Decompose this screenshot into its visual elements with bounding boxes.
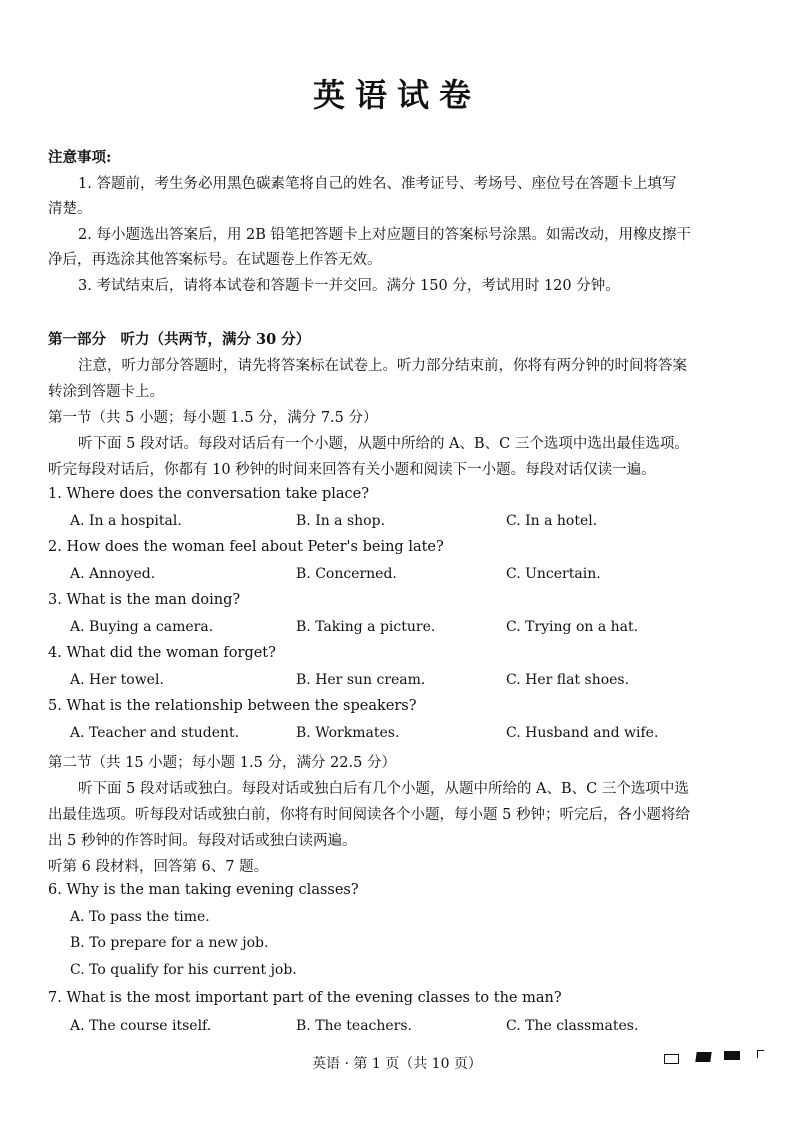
scan-mark-1	[664, 1054, 679, 1064]
question-4-option-b: B. Her sun cream.	[296, 672, 426, 688]
question-1-option-b: B. In a shop.	[296, 513, 386, 529]
question-1-option-a: A. In a hospital.	[70, 513, 182, 529]
question-3-stem: 3. What is the man doing?	[48, 592, 241, 608]
notes-item-3: 3. 考试结束后，请将本试卷和答题卡一并交回。满分 150 分，考试用时 120 分钟。	[78, 278, 620, 294]
notes-item-1: 1. 答题前，考生务必用黑色碳素笔将自己的姓名、准考证号、考场号、座位号在答题卡上填写	[78, 176, 677, 192]
section1-intro-cont: 听完每段对话后，你都有 10 秒钟的时间来回答有关小题和阅读下一小题。每段对话仅读一遍。	[48, 462, 656, 478]
question-4-option-c: C. Her flat shoes.	[506, 672, 630, 688]
question-6-option-c: C. To qualify for his current job.	[70, 962, 297, 978]
question-7-option-b: B. The teachers.	[296, 1018, 413, 1034]
part1-intro: 注意，听力部分答题时，请先将答案标在试卷上。听力部分结束前，你将有两分钟的时间将答案	[78, 358, 687, 374]
part1-heading: 第一部分 听力（共两节，满分 30 分）	[48, 331, 311, 348]
material-6-heading: 听第 6 段材料，回答第 6、7 题。	[48, 859, 269, 875]
question-6-stem: 6. Why is the man taking evening classes?	[48, 882, 359, 898]
section1-heading: 第一节（共 5 小题；每小题 1.5 分，满分 7.5 分）	[48, 410, 378, 426]
question-6-option-b: B. To prepare for a new job.	[70, 935, 269, 951]
question-7-option-c: C. The classmates.	[506, 1018, 639, 1034]
part1-intro-cont: 转涂到答题卡上。	[48, 384, 164, 400]
question-3-option-c: C. Trying on a hat.	[506, 619, 639, 635]
question-7-stem: 7. What is the most important part of the evening classes to the man?	[48, 990, 562, 1006]
question-2-option-a: A. Annoyed.	[70, 566, 156, 582]
scan-mark-4	[757, 1050, 764, 1058]
question-3-option-a: A. Buying a camera.	[70, 619, 214, 635]
question-5-stem: 5. What is the relationship between the speakers?	[48, 698, 417, 714]
notes-heading: 注意事项:	[48, 149, 112, 166]
section2-heading: 第二节（共 15 小题；每小题 1.5 分，满分 22.5 分）	[48, 755, 396, 771]
section2-intro-cont-2: 出 5 秒钟的作答时间。每段对话或独白读两遍。	[48, 833, 357, 849]
scan-mark-3	[724, 1051, 740, 1060]
question-1-stem: 1. Where does the conversation take place?	[48, 486, 369, 502]
question-2-stem: 2. How does the woman feel about Peter's being late?	[48, 539, 444, 555]
section1-intro: 听下面 5 段对话。每段对话后有一个小题，从题中所给的 A、B、C 三个选项中选出最佳选项。	[78, 436, 689, 452]
question-5-option-b: B. Workmates.	[296, 725, 400, 741]
notes-item-2: 2. 每小题选出答案后，用 2B 铅笔把答题卡上对应题目的答案标号涂黑。如需改动，用橡皮擦干	[78, 227, 692, 243]
section2-intro: 听下面 5 段对话或独白。每段对话或独白后有几个小题，从题中所给的 A、B、C 三个选项中选	[78, 781, 689, 797]
question-2-option-b: B. Concerned.	[296, 566, 397, 582]
page-title: 英语试卷	[312, 76, 481, 114]
page-footer: 英语 · 第 1 页（共 10 页）	[312, 1056, 482, 1072]
question-4-stem: 4. What did the woman forget?	[48, 645, 276, 661]
notes-item-2-cont: 净后，再选涂其他答案标号。在试题卷上作答无效。	[48, 252, 382, 268]
question-6-option-a: A. To pass the time.	[70, 909, 210, 925]
question-7-option-a: A. The course itself.	[70, 1018, 212, 1034]
notes-item-1-cont: 清楚。	[48, 201, 92, 217]
question-2-option-c: C. Uncertain.	[506, 566, 601, 582]
question-5-option-a: A. Teacher and student.	[70, 725, 240, 741]
question-5-option-c: C. Husband and wife.	[506, 725, 659, 741]
section2-intro-cont-1: 出最佳选项。听每段对话或独白前，你将有时间阅读各个小题，每小题 5 秒钟；听完后，各小题将给	[48, 807, 690, 823]
question-3-option-b: B. Taking a picture.	[296, 619, 436, 635]
scan-mark-2	[695, 1052, 711, 1062]
question-4-option-a: A. Her towel.	[70, 672, 164, 688]
question-1-option-c: C. In a hotel.	[506, 513, 598, 529]
